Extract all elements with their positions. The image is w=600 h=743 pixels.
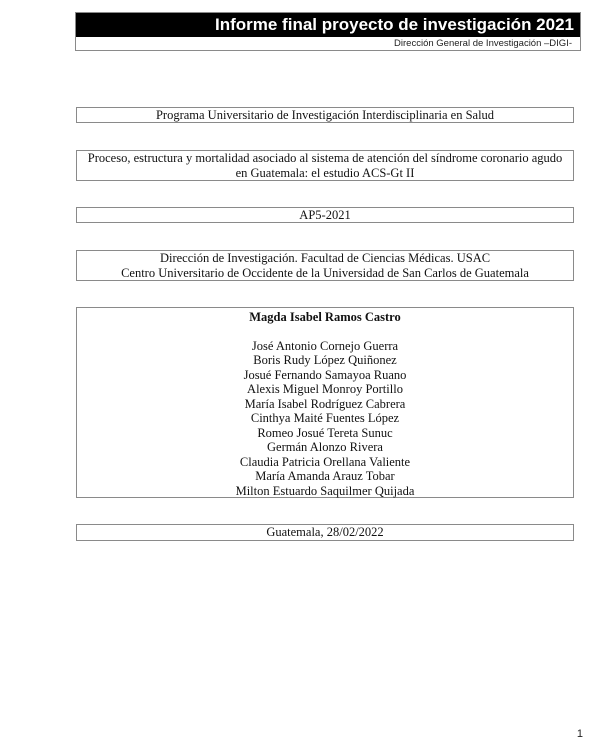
institutions-box — [76, 250, 574, 281]
co-researcher: Romeo Josué Tereta Sunuc — [257, 425, 393, 440]
researchers-box — [76, 307, 574, 498]
report-title: Informe final proyecto de investigación 2021 — [76, 13, 580, 37]
co-researcher: Milton Estuardo Saquilmer Quijada — [235, 483, 415, 498]
project-code-box — [76, 207, 574, 223]
page-number: 1 — [576, 728, 583, 740]
project-code: AP5-2021 — [299, 208, 351, 222]
co-researcher: María Amanda Arauz Tobar — [255, 469, 395, 483]
project-title-line-1: Proceso, estructura y mortalidad asociado al sistema de atención del síndrome coronario agudo — [87, 151, 563, 165]
program-name: Programa Universitario de Investigación Interdisciplinaria en Salud — [155, 108, 495, 122]
co-researcher: María Isabel Rodríguez Cabrera — [244, 396, 406, 411]
co-researcher: Germán Alonzo Rivera — [267, 440, 383, 454]
co-researcher: Josué Fernando Samayoa Ruano — [243, 367, 407, 382]
institution-line-1: Dirección de Investigación. Facultad de Ciencias Médicas. USAC — [159, 251, 491, 265]
co-researcher: Boris Rudy López Quiñonez — [253, 353, 397, 367]
project-title-box — [76, 150, 574, 181]
co-researcher: Claudia Patricia Orellana Valiente — [239, 454, 411, 469]
report-subtitle: Dirección General de Investigación –DIGI- — [394, 38, 572, 49]
co-researcher: José Antonio Cornejo Guerra — [251, 338, 399, 353]
co-researcher: Cinthya Maité Fuentes López — [250, 411, 400, 425]
institution-line-2: Centro Universitario de Occidente de la Universidad de San Carlos de Guatemala — [121, 265, 529, 280]
place-date-box — [76, 524, 574, 541]
project-title-line-2: en Guatemala: el estudio ACS-Gt II — [235, 165, 415, 180]
program-box — [76, 107, 574, 123]
place-date: Guatemala, 28/02/2022 — [266, 525, 384, 539]
report-header — [75, 12, 581, 51]
co-researcher: Alexis Miguel Monroy Portillo — [247, 382, 403, 396]
lead-researcher: Magda Isabel Ramos Castro — [249, 310, 401, 324]
